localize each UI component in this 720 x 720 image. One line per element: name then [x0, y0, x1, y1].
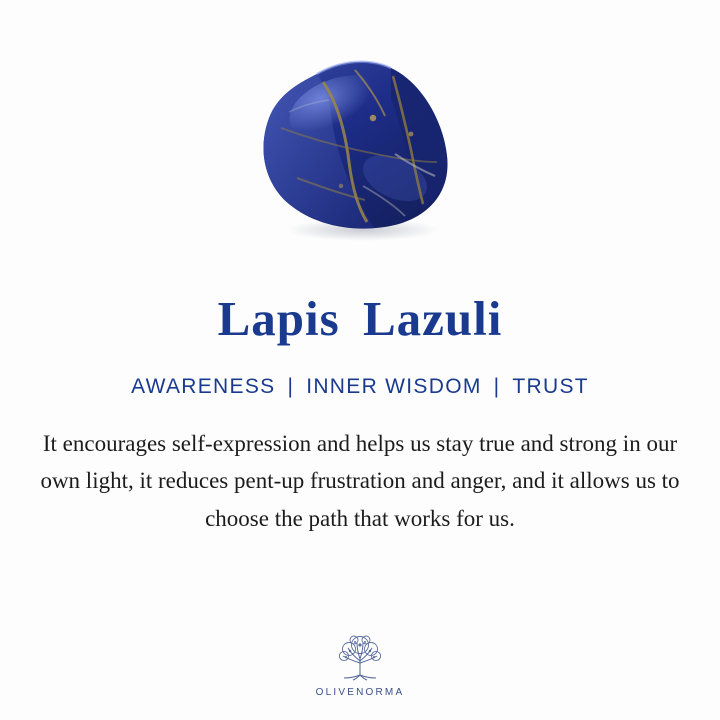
description-text: [35, 425, 685, 537]
stone-image-container: [0, 0, 720, 290]
keyword-separator-1: |: [287, 375, 295, 398]
brand-name: OLIVENORMA: [315, 687, 405, 698]
keyword-separator-2: |: [493, 375, 501, 398]
page-title: Lapis Lazuli: [217, 291, 503, 346]
keyword-awareness: AWARENESS: [131, 375, 276, 398]
tree-of-life-icon: [329, 631, 391, 683]
keyword-trust: TRUST: [512, 375, 589, 398]
keyword-list: [127, 375, 593, 399]
lapis-lazuli-stone-image: [245, 58, 475, 243]
description-paragraph: It encourages self-expression and helps us stay true and strong in our own light, it reduces pent-up frustration and anger, and it allows us to choose the path that works for us.: [40, 431, 680, 531]
brand-block: [0, 631, 720, 698]
keyword-inner-wisdom: INNER WISDOM: [306, 375, 482, 398]
